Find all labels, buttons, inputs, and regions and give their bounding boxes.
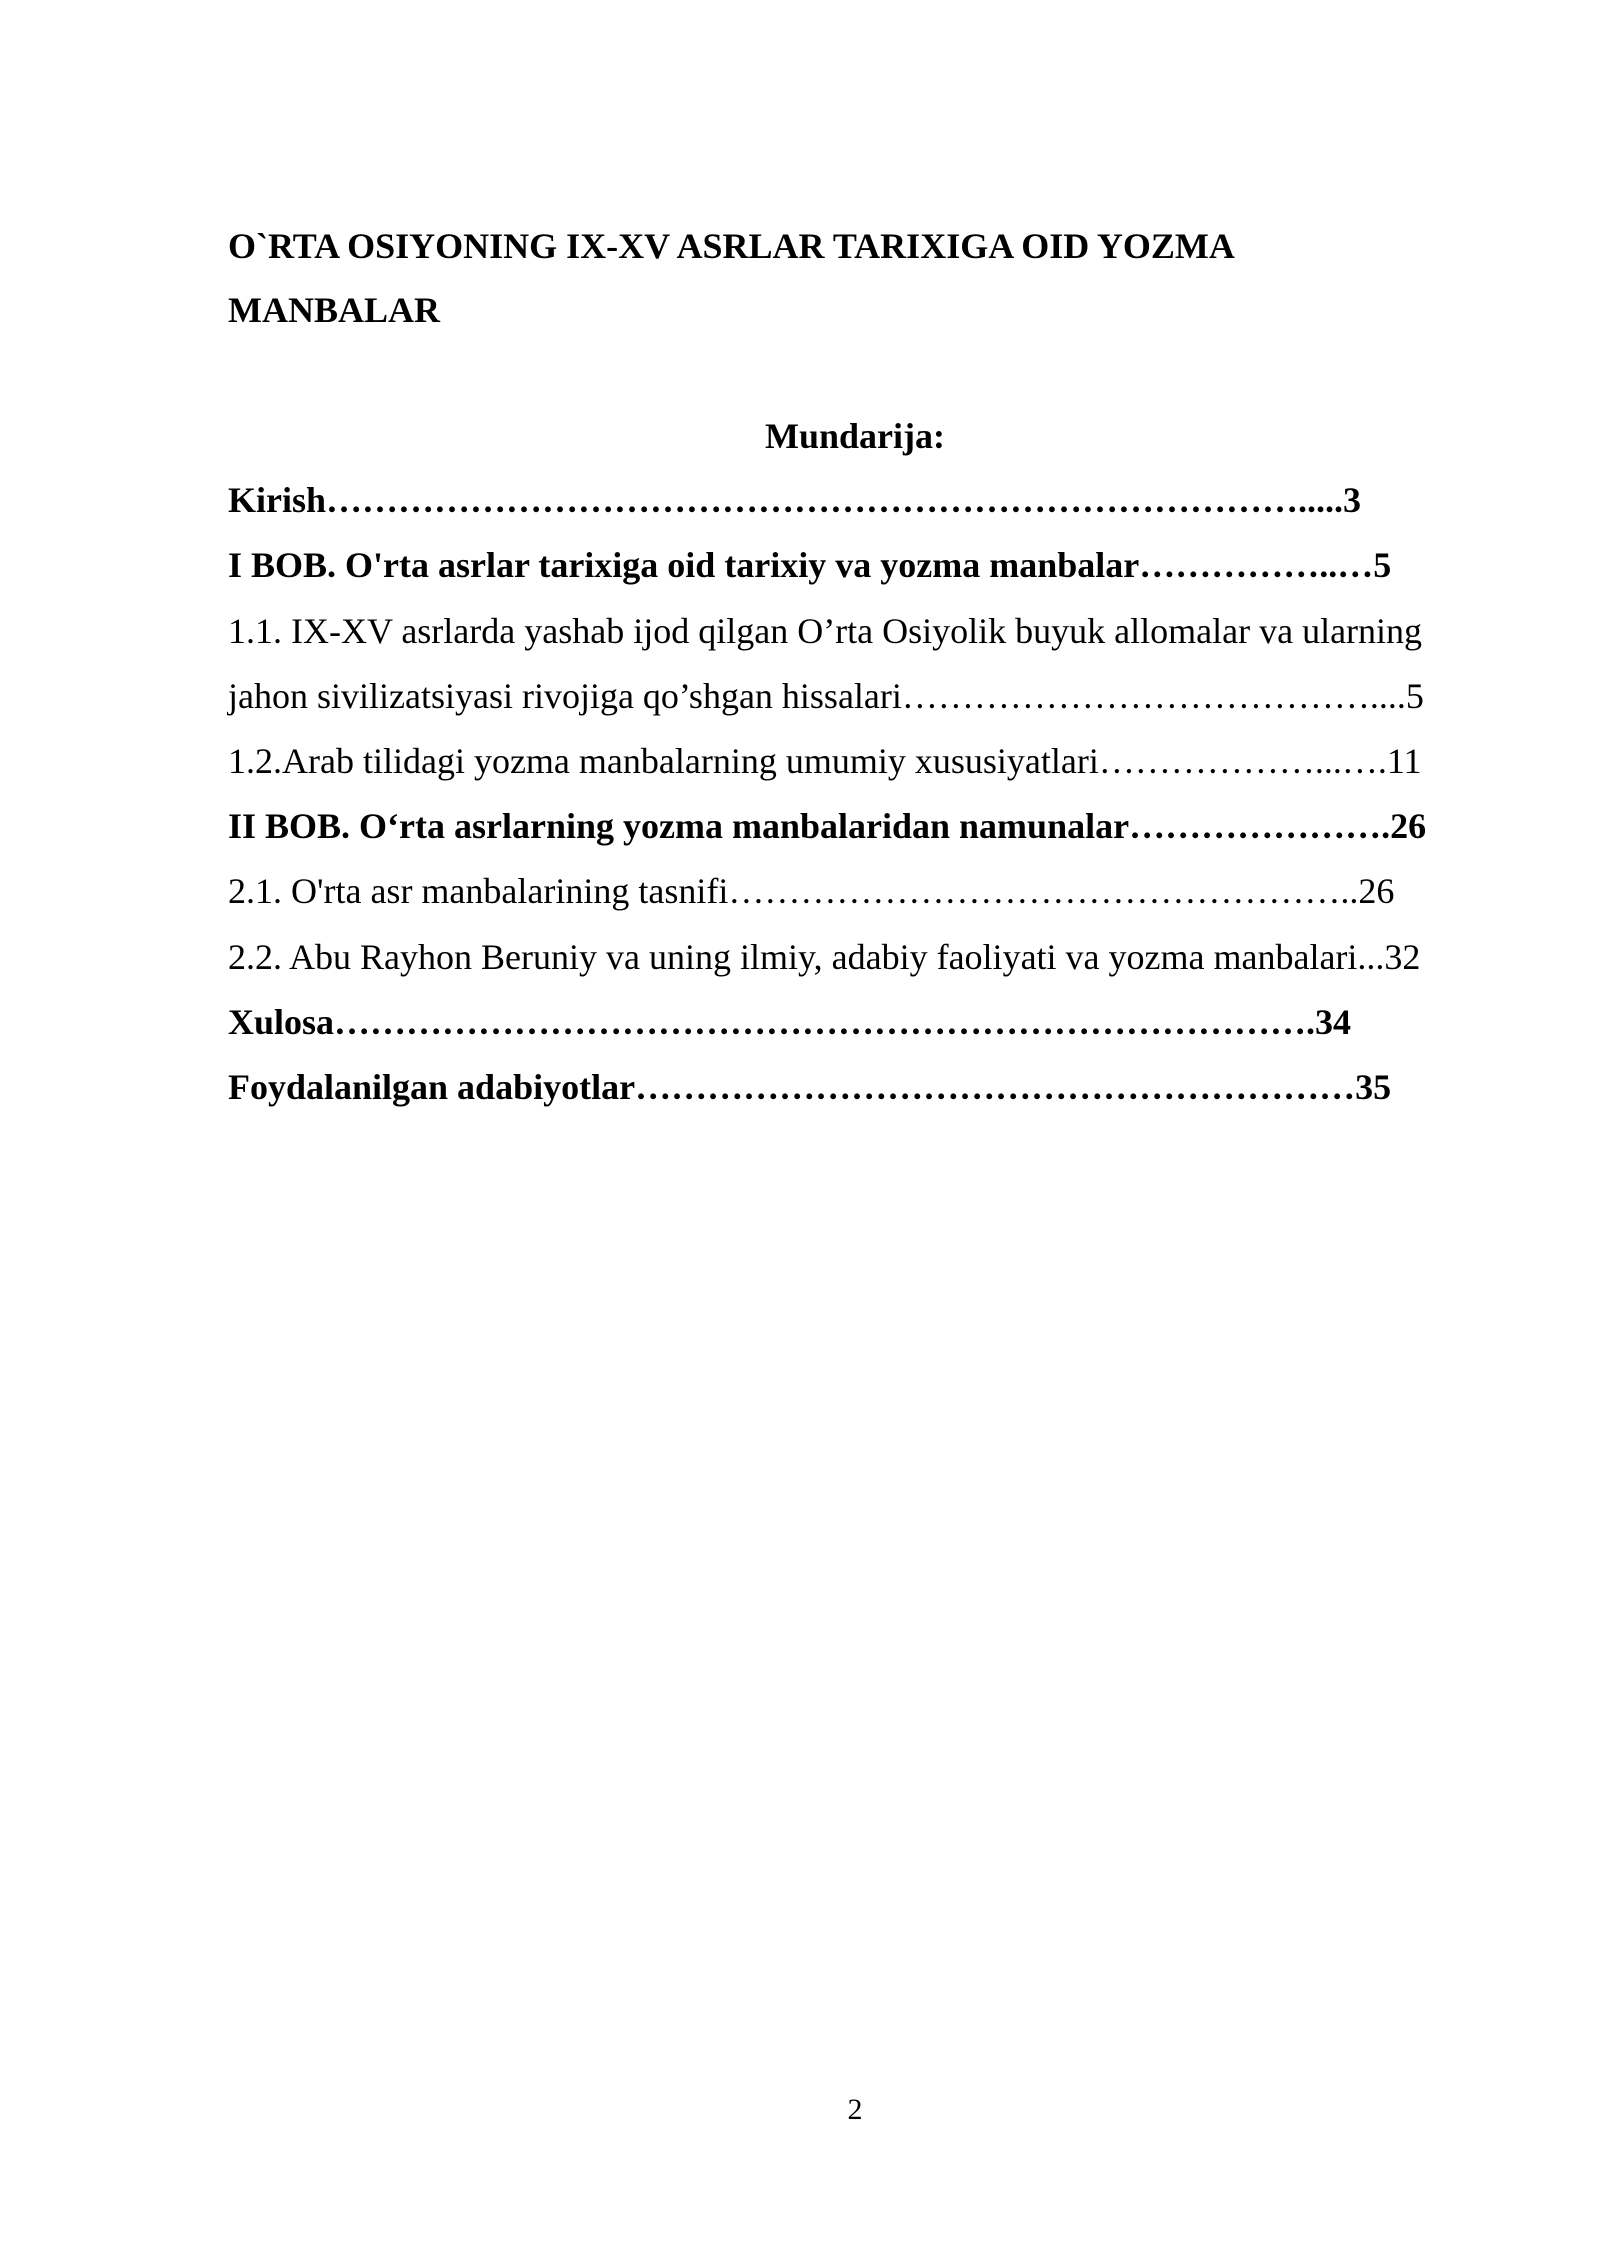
document-title-line-1: O`RTA OSIYONING IX-XV ASRLAR TARIXIGA OID YOZMA <box>228 226 1235 266</box>
toc-entry-section-1-2: 1.2.Arab tilidagi yozma manbalarning umumiy xususiyatlari………………...….11 <box>228 741 1422 781</box>
toc-entry-references: Foydalanilgan adabiyotlar……………………………………………………35 <box>228 1067 1392 1107</box>
toc-entry-chapter-2: II BOB. O‘rta asrlarning yozma manbalaridan namunalar………………….26 <box>228 806 1427 846</box>
toc-entry-section-2-2: 2.2. Abu Rayhon Beruniy va uning ilmiy, adabiy faoliyati va yozma manbalari...32 <box>228 937 1421 977</box>
toc-entry-chapter-1: I BOB. O'rta asrlar tarixiga oid tarixiy va yozma manbalar……………..…5 <box>228 545 1392 585</box>
toc-entry-conclusion: Xulosa……………………………………………………………………….34 <box>228 1002 1352 1042</box>
toc-entry-section-1-1-continued: jahon sivilizatsiyasi rivojiga qo’shgan hissalari…………………………………....5 <box>228 676 1424 716</box>
document-title-line-2: MANBALAR <box>228 290 440 330</box>
toc-heading: Mundarija: <box>765 416 945 456</box>
toc-entry-section-2-1: 2.1. O'rta asr manbalarining tasnifi……………………………………………..26 <box>228 871 1395 911</box>
page-number: 2 <box>847 2093 863 2126</box>
toc-entry-introduction: Kirish……………………………………………………………………….....3 <box>228 480 1362 520</box>
toc-entry-section-1-1: 1.1. IX-XV asrlarda yashab ijod qilgan O’rta Osiyolik buyuk allomalar va ularning <box>228 611 1423 651</box>
document-title <box>228 214 1388 342</box>
